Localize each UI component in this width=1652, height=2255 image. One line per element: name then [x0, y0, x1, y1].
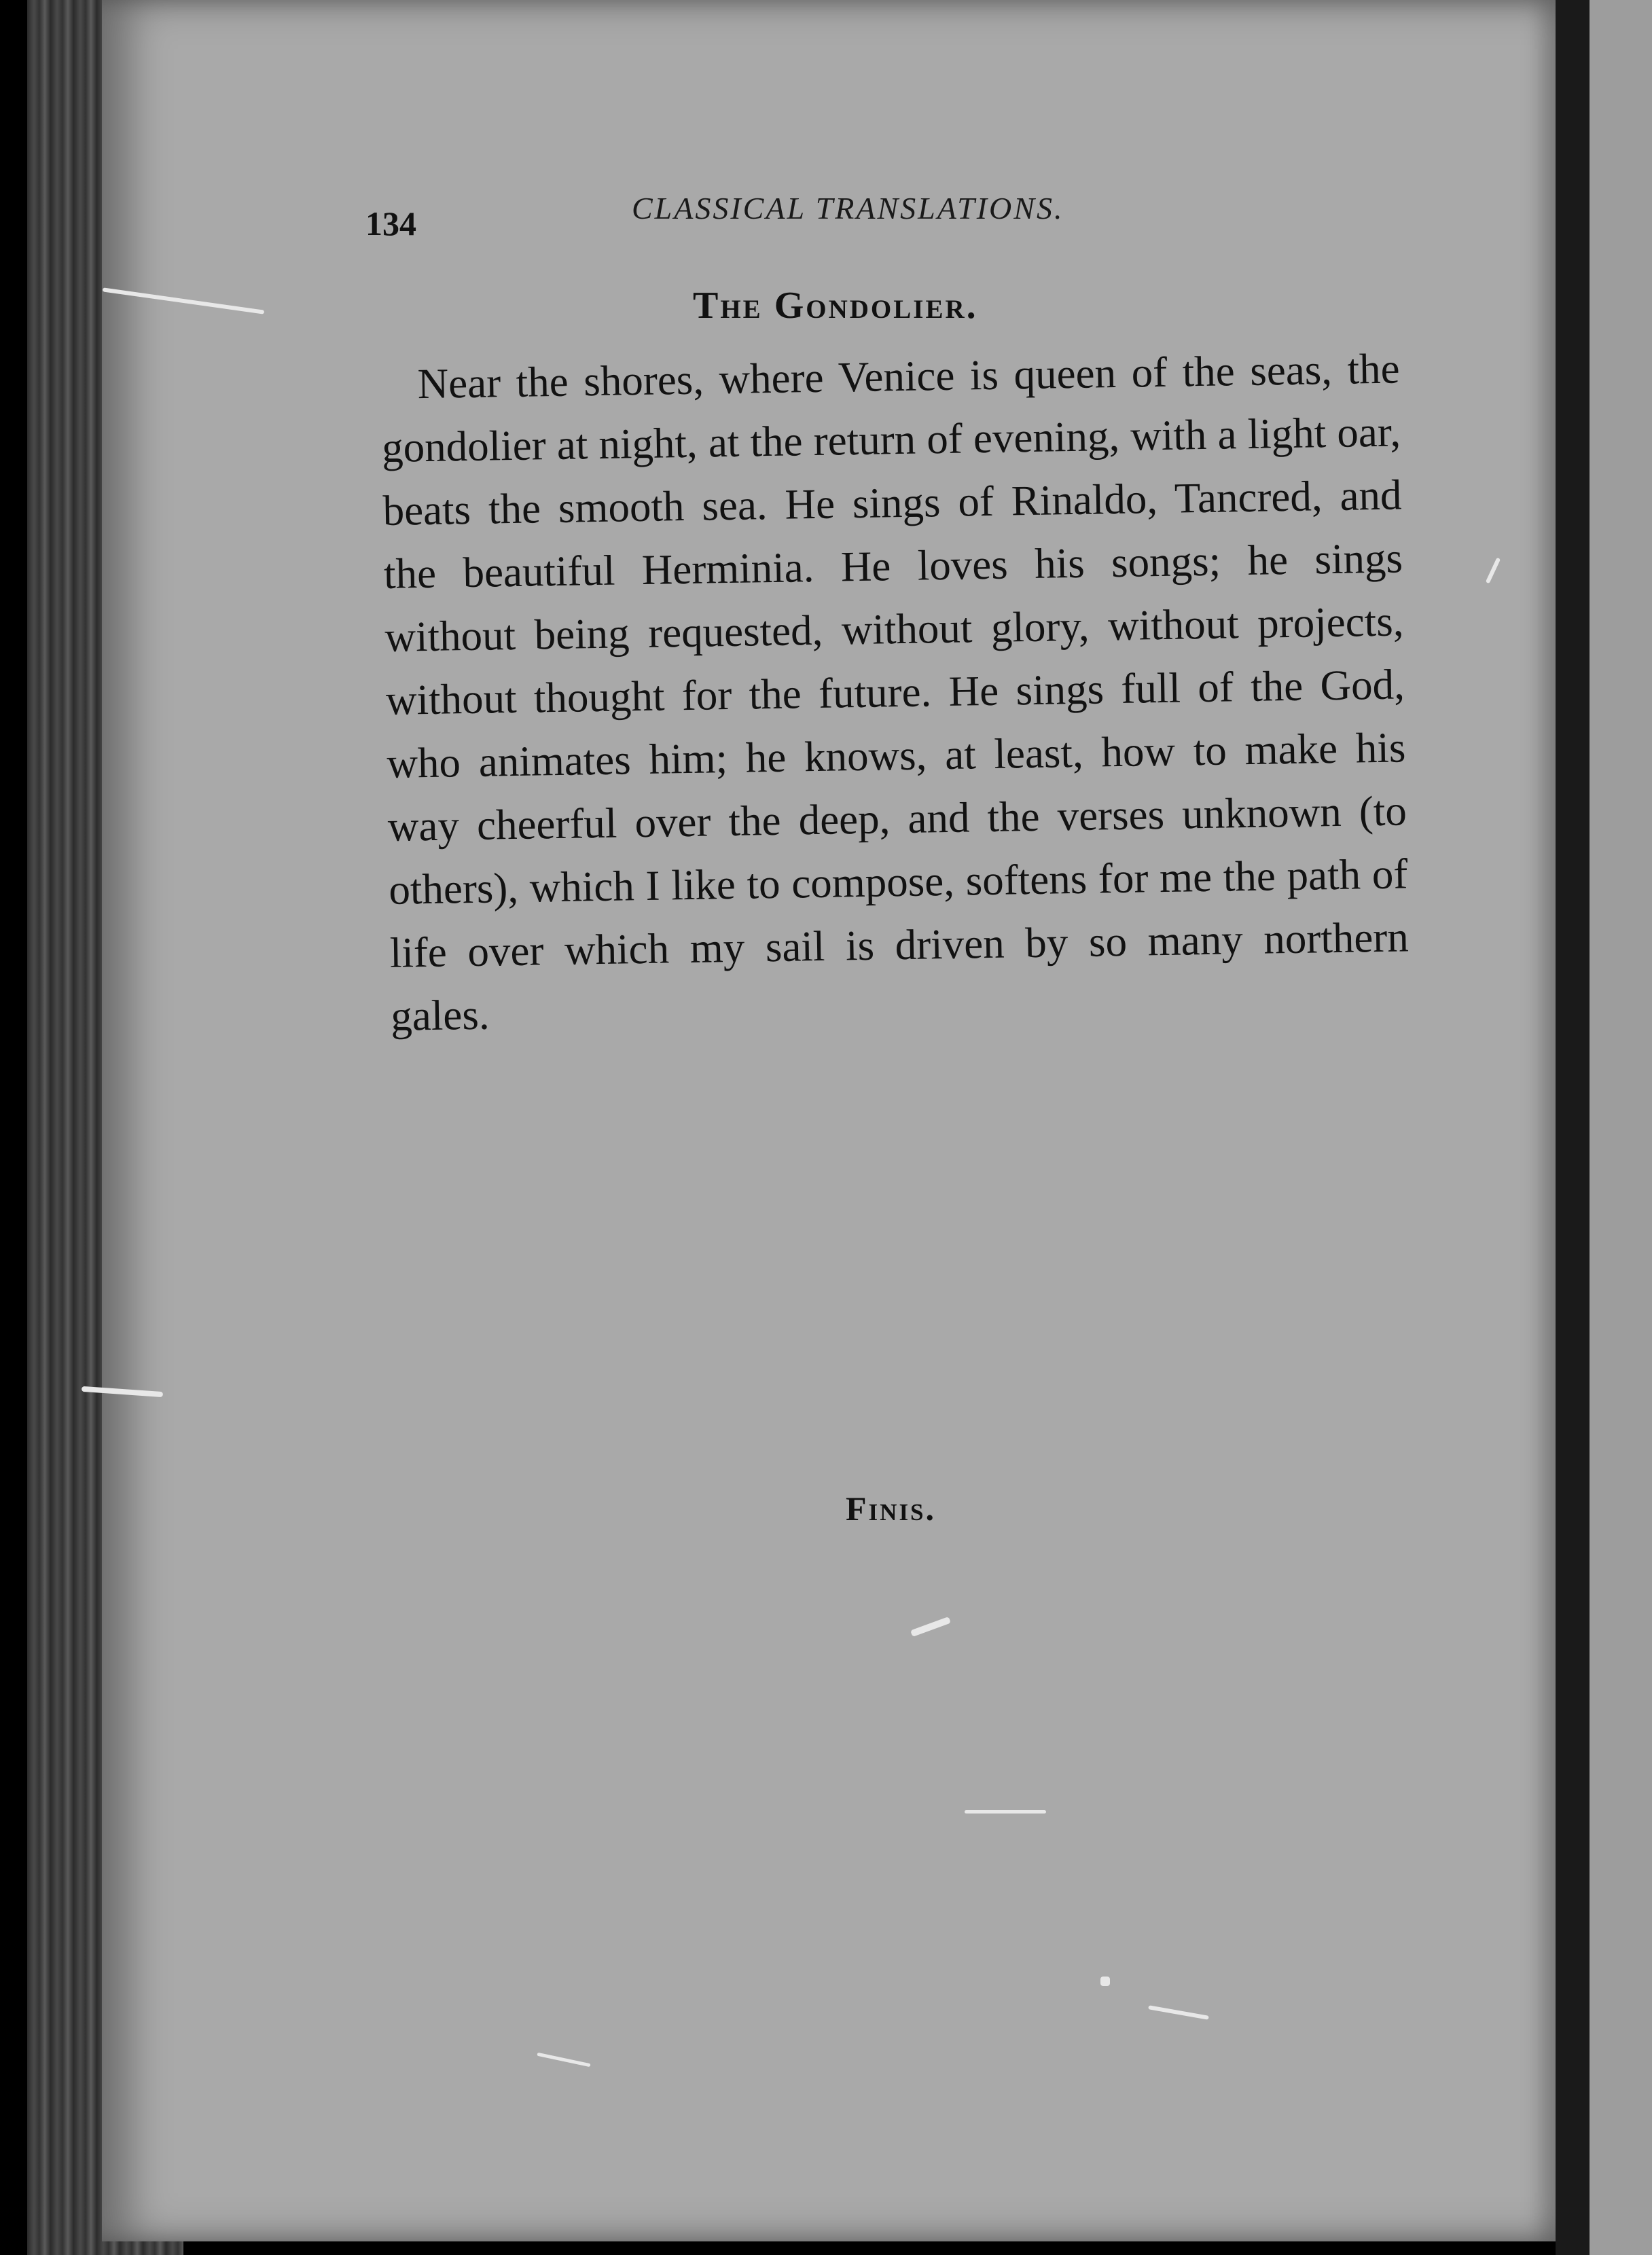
- scan-speck: [1148, 2005, 1209, 2020]
- scan-speck: [103, 287, 264, 314]
- facing-page-sliver: [1590, 0, 1652, 2255]
- book-gutter-edge: [1556, 0, 1590, 2255]
- page-number: 134: [365, 204, 416, 242]
- closing-word: Finis.: [846, 1490, 937, 1528]
- scan-speck: [537, 2053, 590, 2068]
- scan-speck: [1486, 558, 1501, 584]
- scan-speck: [965, 1810, 1046, 1814]
- section-title: The Gondolier.: [693, 285, 978, 327]
- body-paragraph: Near the shores, where Venice is queen of the seas, the gondolier at night, at the return of evening, with a light oar, beats the smooth sea. He sings of Rinaldo, Tancred, and the beautiful Herminia. He loves his songs; he sings without being requested, without glory, without projects, without thought for the future. He sings full of the God, who animates him; he knows, at least, how to make his way cheerful over the deep, and the verses unknown (to others), which I like to compose, softens for me the path of life over which my sail is driven by so many northern gales.: [381, 344, 1409, 1040]
- book-page: [102, 0, 1556, 2241]
- scan-speck: [1100, 1977, 1110, 1986]
- scan-speck: [910, 1617, 951, 1637]
- running-head: CLASSICAL TRANSLATIONS.: [632, 191, 1064, 226]
